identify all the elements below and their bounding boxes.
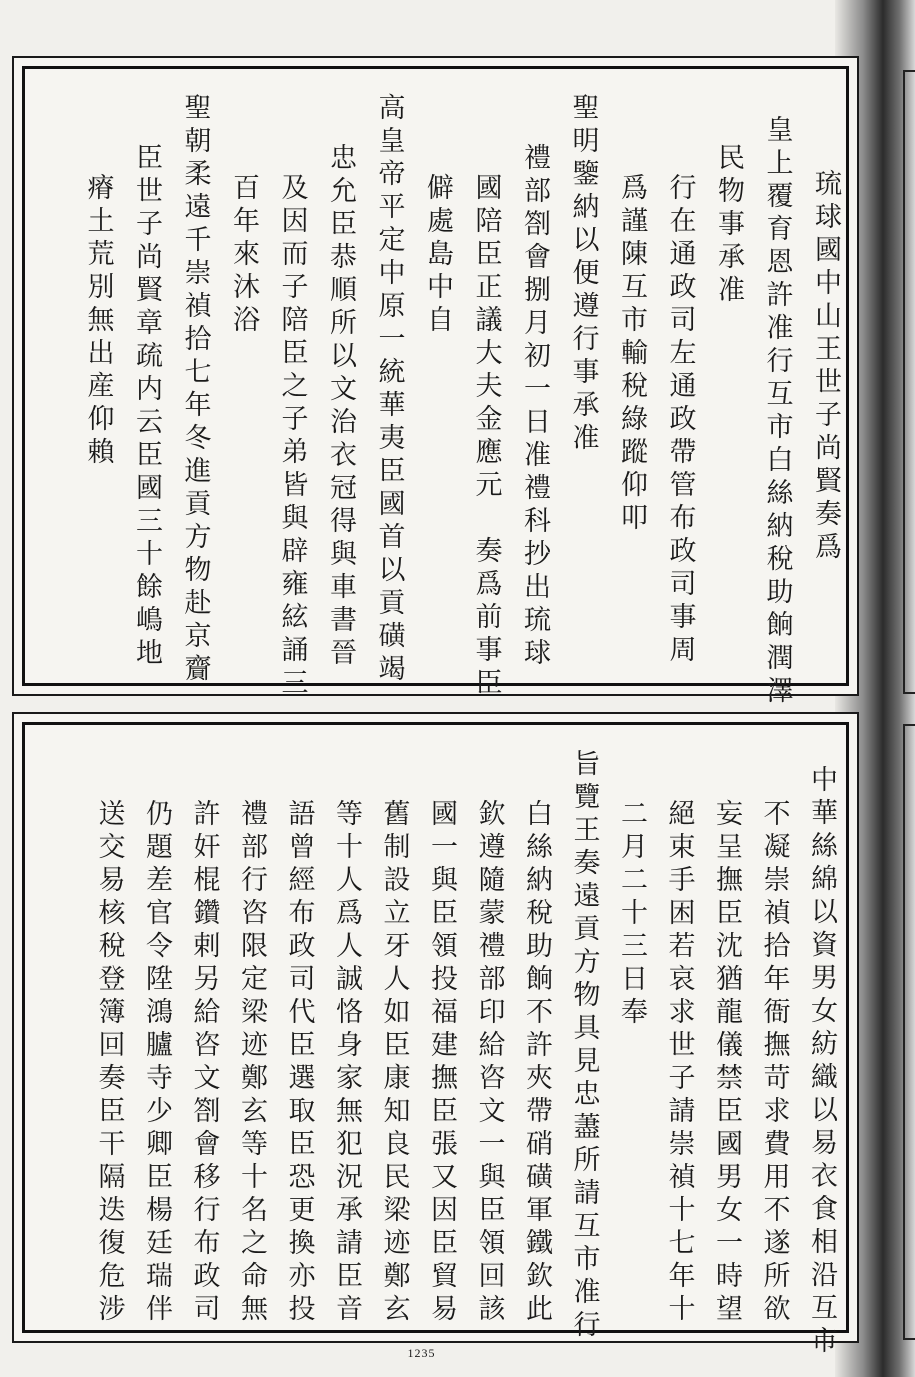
bottom-column: 絕束手困若哀求世子請崇禎十七年十 (663, 799, 695, 1327)
top-column: 高皇帝平定中原一統華夷臣國首以貢磺竭 (373, 93, 405, 687)
bottom-column: 送交易核稅登簿回奏臣干隔迭復危涉 (93, 799, 125, 1327)
bottom-column: 妄呈撫臣沈猶龍儀禁臣國男女一時望 (711, 799, 742, 1327)
top-column: 琉球國中山王世子尚賢奏爲 (810, 169, 841, 565)
bottom-column: 許奸棍鑽剌另給咨文劄會移行布政司 (188, 799, 220, 1327)
top-column: 百年來沐浴 (228, 173, 259, 338)
top-column: 忠允臣恭順所以文治衣冠得與車書晉 (325, 143, 356, 671)
top-manuscript-panel (12, 56, 859, 709)
bottom-column: 語曾經布政司代臣選取臣恐更換亦投 (283, 799, 315, 1327)
top-column: 民物事承准 (713, 143, 744, 308)
bottom-column: 舊制設立牙人如臣康知良民梁迹鄭玄 (378, 799, 410, 1327)
top-column: 聖明鑒納以便遵行事承准 (567, 93, 599, 456)
top-column: 國陪臣正議大夫金應元 奏爲前事臣 (470, 173, 502, 701)
top-column: 及因而子陪臣之子弟皆與辟雍絃誦三 (276, 173, 308, 701)
top-column: 聖朝柔遠千崇禎拾七年冬進貢方物赴京齎 (179, 93, 211, 687)
top-column: 臣世子尚賢章疏内云臣國三十餘嶋地 (131, 143, 162, 671)
bottom-column: 欽遵隨蒙禮部印給咨文一與臣領回該 (473, 799, 505, 1327)
facing-page-edge-top (903, 70, 915, 694)
bottom-column: 不凝崇禎拾年衙撫苛求費用不遂所欲 (758, 799, 790, 1327)
top-column: 禮部劄會捌月初一日准禮科抄出琉球 (519, 143, 550, 671)
bottom-column: 旨覽王奏遠貢方物具見忠藎所請互市准行 (568, 749, 600, 1343)
page-number: 1235 (407, 1346, 436, 1360)
bottom-column: 二月二十三日奉 (616, 799, 647, 1030)
top-column: 行在通政司左通政帶管布政司事周 (664, 173, 696, 668)
bottom-column: 等十人爲人誠恪身家無犯況承請臣音 (331, 799, 362, 1327)
facing-page-edge-bottom (903, 724, 915, 1340)
top-column: 爲謹陳互市輸稅綠蹤仰叩 (616, 173, 647, 536)
top-panel-inner-frame (22, 66, 849, 709)
bottom-column: 國一與臣領投福建撫臣張又因臣貿易 (426, 799, 457, 1327)
bottom-column: 禮部行咨限定梁迹鄭玄等十名之命無 (236, 799, 267, 1327)
bottom-column: 仍題差官令陞鴻臚寺少卿臣楊廷瑞伴 (141, 799, 172, 1327)
top-column: 皇上覆育恩許准行互市白絲納稅助餉潤澤 (761, 115, 793, 709)
top-column: 瘠土荒別無出産仰賴 (82, 173, 114, 470)
bottom-column: 中華絲綿以資男女紡織以易衣食相沿互市 (806, 765, 837, 1359)
top-column: 僻處島中自 (422, 173, 453, 338)
bottom-column: 白絲納稅助餉不許夾帶硝磺軍鐵欽此 (521, 799, 552, 1327)
